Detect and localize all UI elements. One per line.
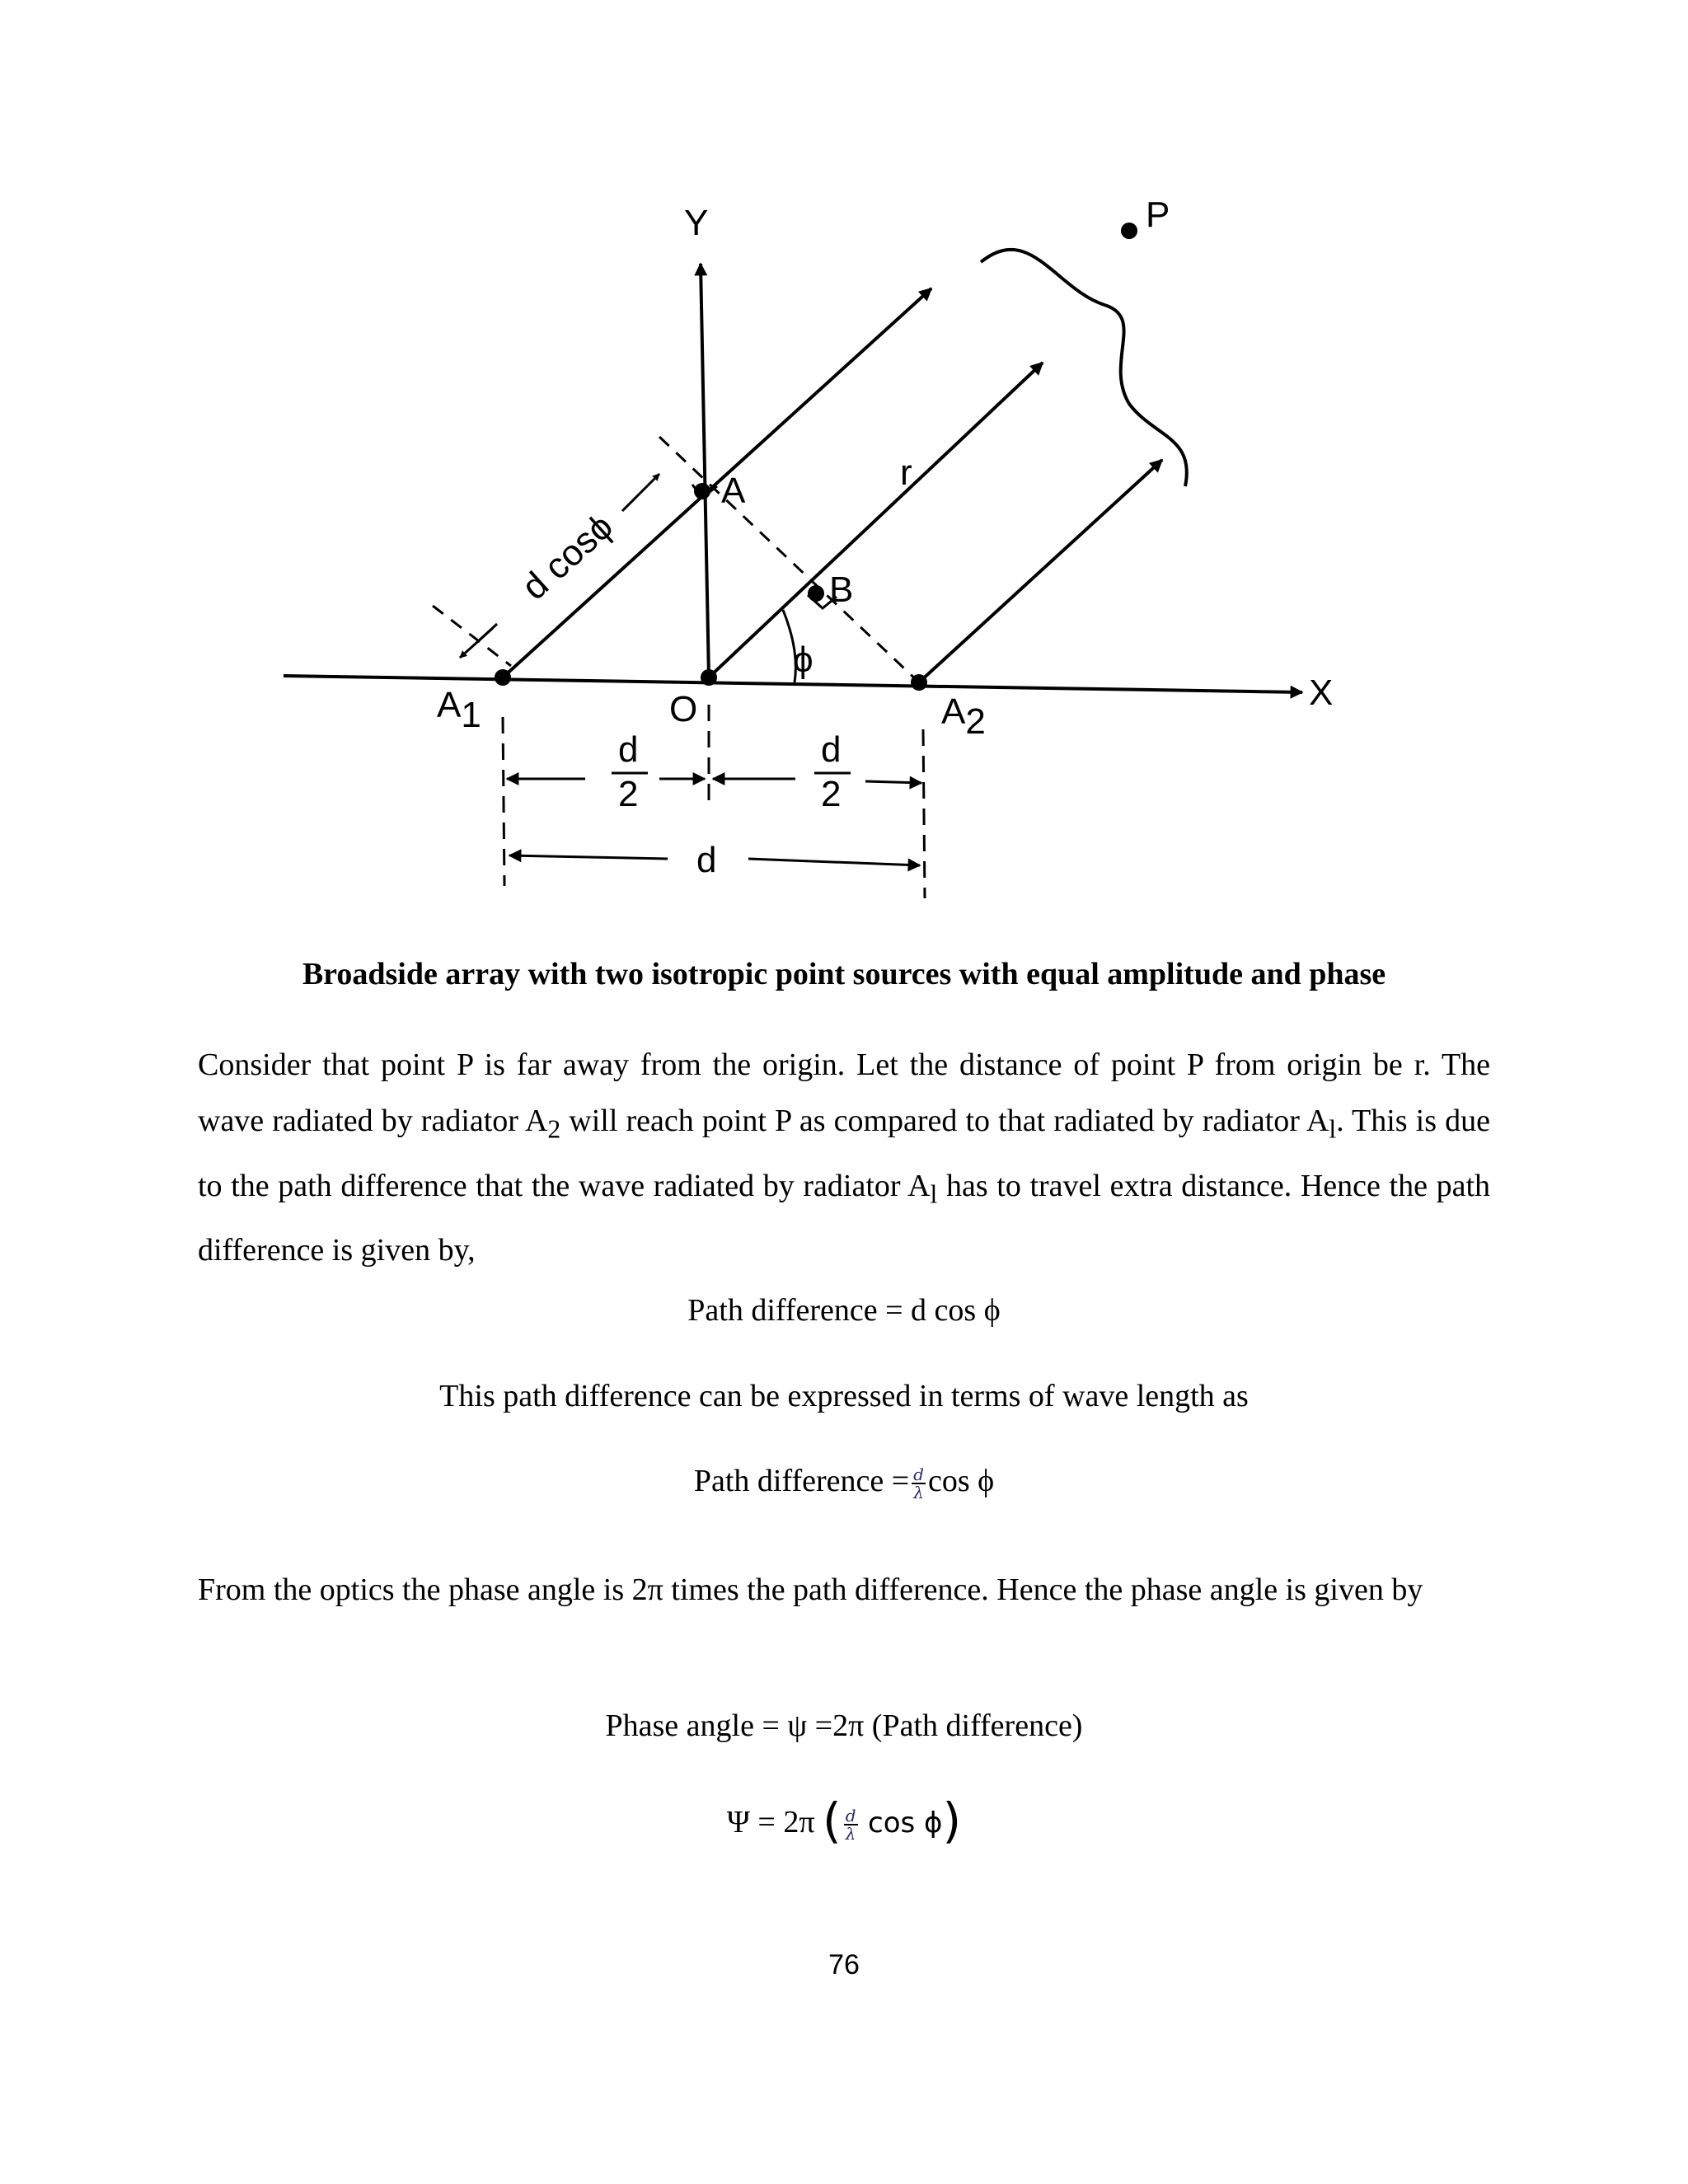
point-p-dot (1121, 223, 1137, 239)
d-left-arrow (509, 855, 668, 859)
wavefront-brace (981, 250, 1187, 486)
broadside-array-diagram (272, 190, 1426, 915)
wavelength-sentence: This path difference can be expressed in terms of wave length as (439, 1379, 1249, 1413)
figure-caption: Broadside array with two isotropic point sources with equal amplitude and phase (302, 957, 1386, 991)
svg-text:2: 2 (821, 774, 842, 814)
half-d-right-arrow-2 (865, 781, 921, 783)
ray-from-a2 (919, 460, 1162, 682)
dashed-extension-a1 (433, 606, 511, 666)
guide-a1 (503, 717, 504, 886)
ray-from-a1 (503, 288, 931, 677)
point-a-dot (694, 483, 710, 499)
svg-text:d: d (618, 729, 639, 770)
half-d-right-label (814, 729, 851, 814)
svg-text:2: 2 (618, 774, 639, 814)
r-label: r (900, 452, 912, 493)
equation-path-difference-wavelength: Path difference = $\frac{d}{\lambda}$ cos ϕ (693, 1464, 995, 1503)
x-axis-label: X (1309, 673, 1334, 713)
half-d-left-label (612, 729, 648, 814)
paragraph-phase-angle: From the optics the phase angle is 2π times the path difference. Hence the phase angle is given by (198, 1572, 1423, 1607)
a2-label: A2 (941, 691, 986, 742)
d-cos-phi-label: d cosϕ (513, 506, 621, 608)
point-b-dot (808, 585, 824, 602)
point-a-label: A (721, 471, 746, 511)
y-axis-line (701, 264, 709, 677)
equation-path-difference: Path difference = d cos ϕ (687, 1293, 1001, 1328)
point-b-label: B (829, 569, 854, 610)
guide-a2 (923, 729, 925, 898)
paragraph-path-difference: Consider that point P is far away from the origin. Let the distance of point P from origin be r. The wave radiated by radiator $A_2$ will reach point P as compared to that radiated by radiator $A_l$. This is due to the path difference that the wave radiated by radiator $A_l$ has to travel extra distance. Hence the path difference is given by, (198, 1047, 1490, 1268)
a1-label: A1 (437, 685, 481, 735)
point-p-label: P (1146, 194, 1170, 235)
ray-from-o (709, 363, 1043, 677)
page-number: 76 (828, 1949, 860, 1980)
dashed-perpendicular (659, 437, 919, 682)
d-over-lambda-fraction-2: $\frac{d}{\lambda}$ (845, 1806, 856, 1844)
d-cos-phi-arrow-lower (460, 628, 493, 658)
d-right-arrow (748, 859, 920, 865)
equation-phase-angle: Phase angle = ψ =2π (Path difference) (605, 1708, 1083, 1743)
d-label: d (696, 840, 717, 880)
point-a2-dot (911, 674, 927, 691)
svg-text:d: d (821, 729, 842, 770)
d-over-lambda-fraction: $\frac{d}{\lambda}$ (913, 1465, 924, 1503)
equation-psi: Ψ = 2π ( $\frac{d}{\lambda}$ cos ϕ) (726, 1793, 962, 1849)
origin-label: O (669, 689, 698, 729)
d-cos-phi-arrow-upper (622, 474, 659, 511)
y-axis-label: Y (684, 203, 709, 243)
point-o-dot (701, 669, 717, 686)
point-a1-dot (495, 669, 511, 686)
phi-label: ϕ (793, 640, 814, 680)
